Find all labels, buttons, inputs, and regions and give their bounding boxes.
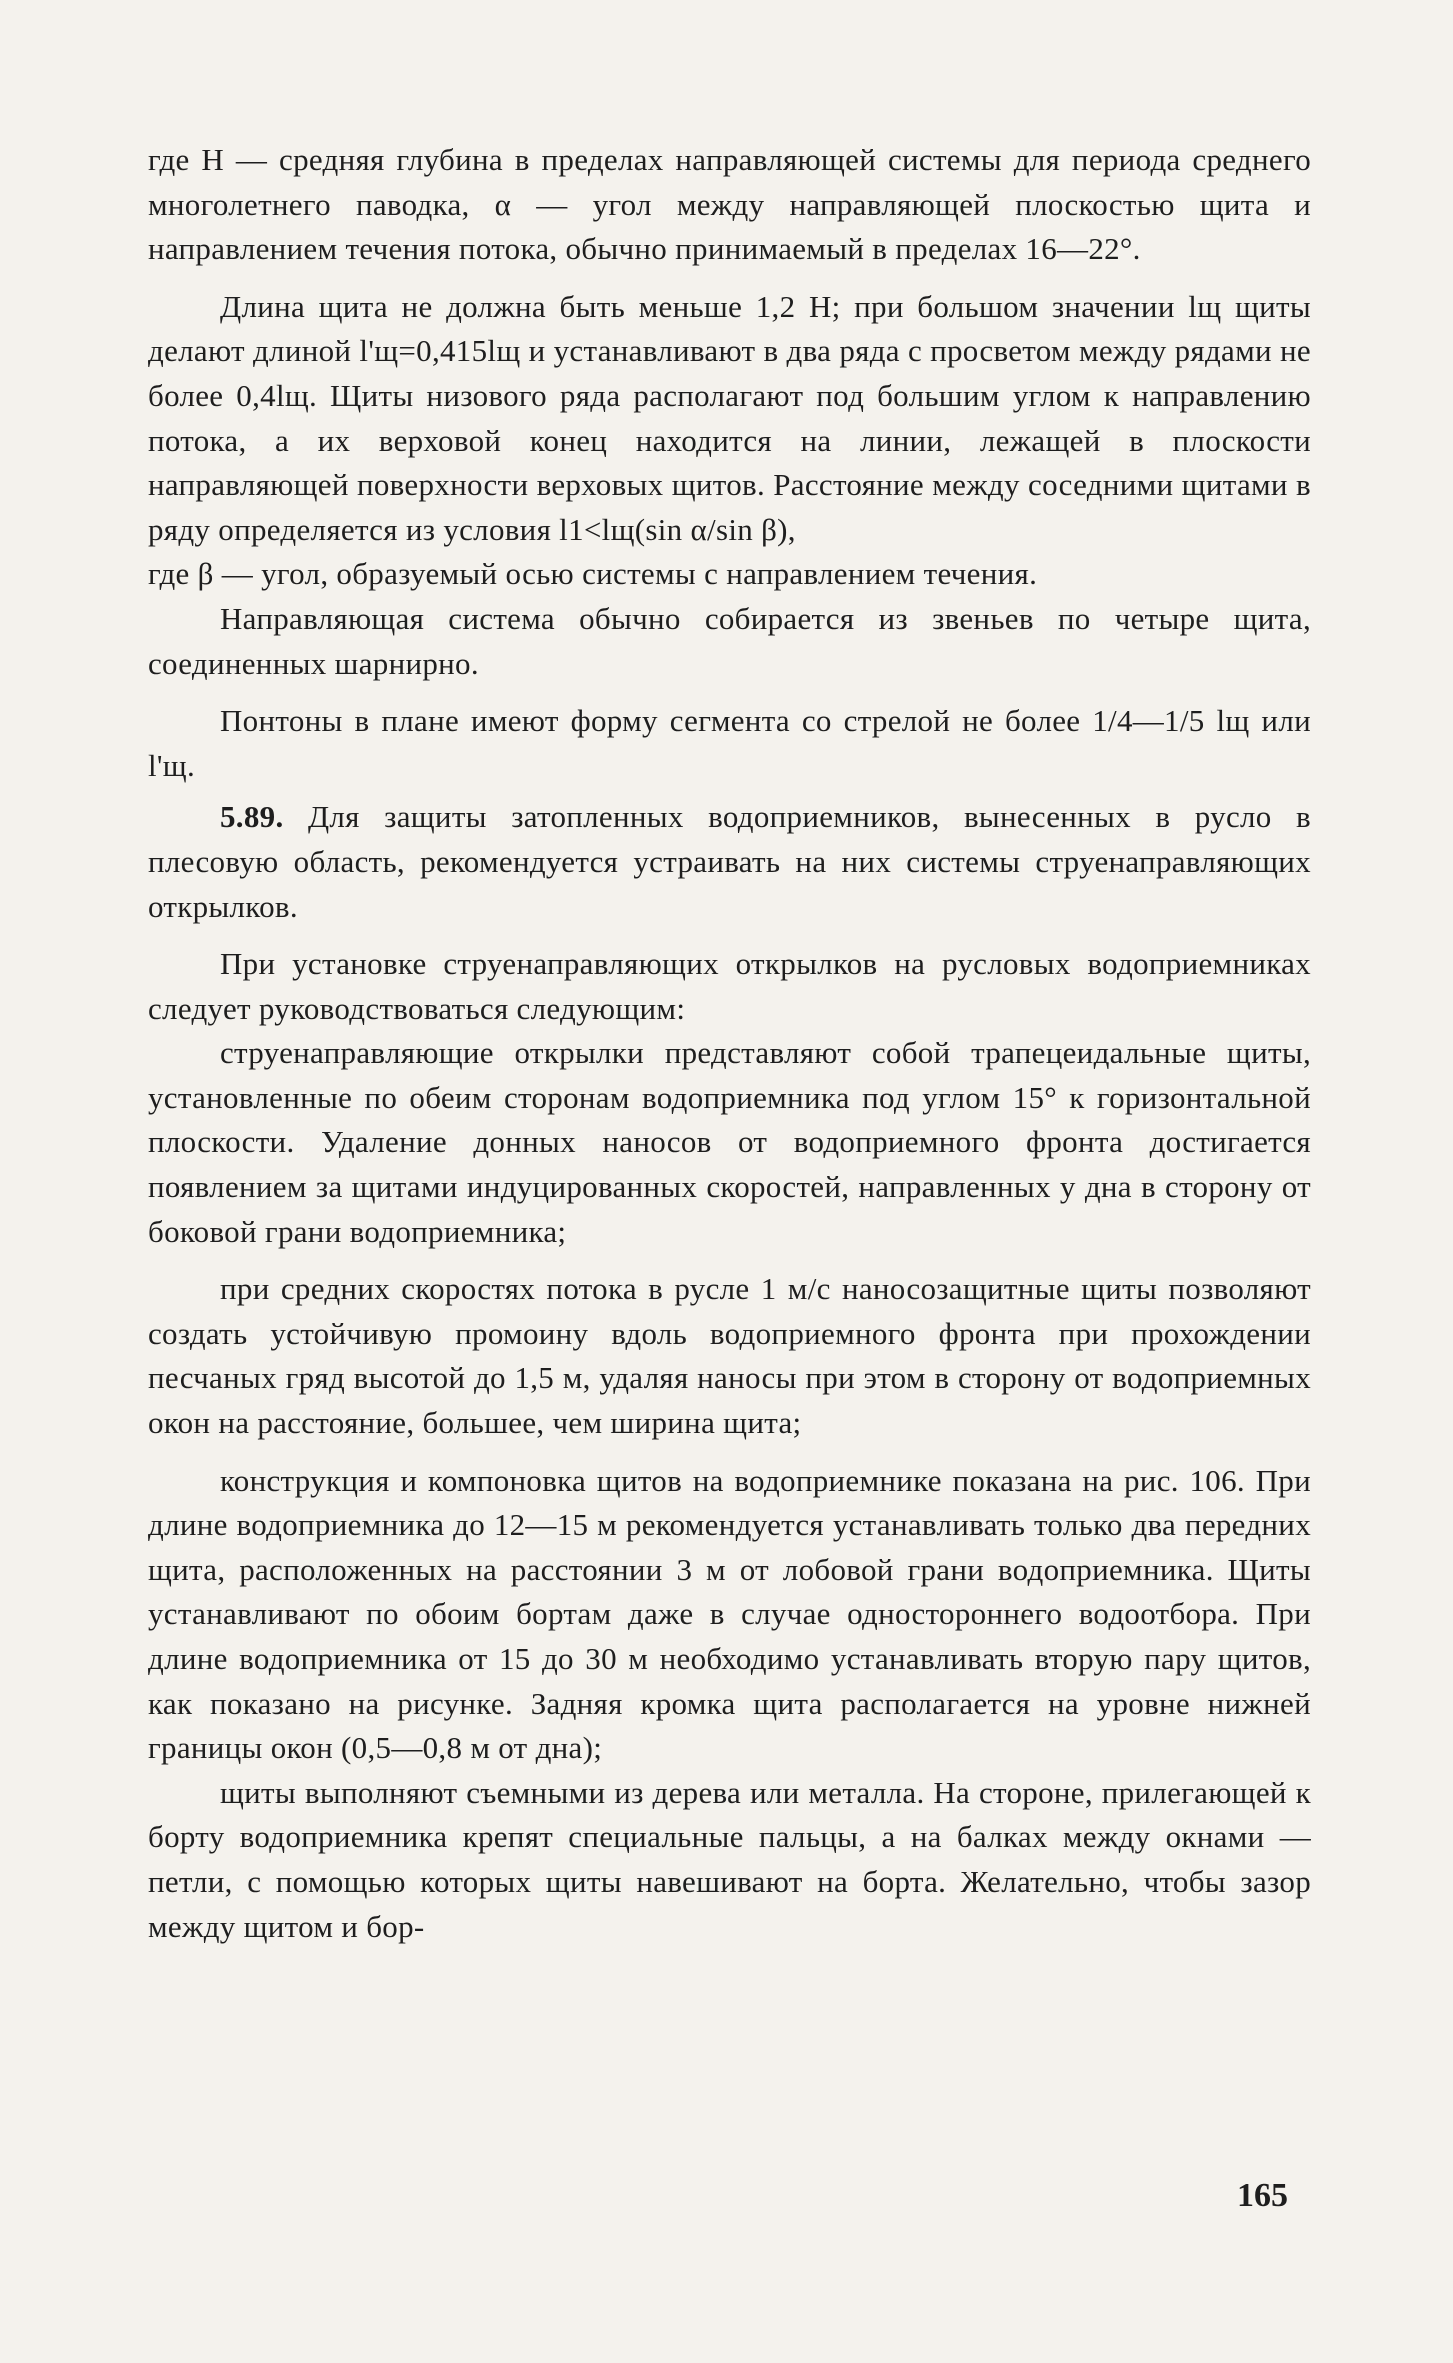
paragraph-6 (148, 795, 1311, 929)
paragraph-10: конструкция и компоновка щитов на водоприемнике показана на рис. 106. При длине водоприемника до 12—15 м рекомендуется устанавливать только два передних щита, расположенных на расстоянии 3 м от лобовой грани водоприемника. Щиты устанавливают по обоим бортам даже в случае одностороннего водоотбора. При длине водоприемника от 15 до 30 м необходимо устанавливать вторую пару щитов, как показано на рисунке. Задняя кромка щита располагается на уровне нижней границы окон (0,5—0,8 м от дна); (148, 1462, 1311, 1766)
page-number: 165 (1237, 2177, 1288, 2214)
section-number: 5.89. (220, 799, 284, 835)
paragraph-1: где H — средняя глубина в пределах направляющей системы для периода среднего многолетнего паводка, α — угол между направляющей плоскостью щита и направлением течения потока, обычно принимаемый в пределах 16—22°. (148, 142, 1311, 267)
paragraph-8: струенаправляющие открылки представляют собой трапецеидальные щиты, установленные по обеим сторонам водоприемника под углом 15° к горизонтальной плоскости. Удаление донных наносов от водоприемного фронта достигается появлением за щитами индуцированных скоростей, направленных у дна в сторону от боковой грани водоприемника; (148, 1035, 1311, 1249)
paragraph-3: где β — угол, образуемый осью системы с направлением течения. (148, 556, 1038, 592)
paragraph-7: При установке струенаправляющих открылков на русловых водоприемниках следует руководствоваться следующим: (148, 946, 1311, 1026)
page-body (148, 138, 1311, 1949)
paragraph-9: при средних скоростях потока в русле 1 м/с наносозащитные щиты позволяют создать устойчивую промоину вдоль водоприемного фронта при прохождении песчаных гряд высотой до 1,5 м, удаляя наносы при этом в сторону от водоприемных окон на расстояние, большее, чем ширина щита; (148, 1271, 1311, 1441)
paragraph-5: Понтоны в плане имеют форму сегмента со стрелой не более 1/4—1/5 lщ или l'щ. (148, 703, 1311, 783)
paragraph-4: Направляющая система обычно собирается из звеньев по четыре щита, соединенных шарнирно. (148, 600, 1311, 681)
paragraph-6-text: Для защиты затопленных водоприемников, вынесенных в русло в плесовую область, рекомендуется устраивать на них системы струенаправляющих открылков. (148, 799, 1311, 924)
paragraph-11: щиты выполняют съемными из дерева или металла. На стороне, прилегающей к борту водоприемника крепят специальные пальцы, а на балках между окнами — петли, с помощью которых щиты навешивают на борта. Желательно, чтобы зазор между щитом и бор- (148, 1774, 1311, 1944)
paragraph-2: Длина щита не должна быть меньше 1,2 H; при большом значении lщ щиты делают длиной l'щ=0,415lщ и устанавливают в два ряда с просветом между рядами не более 0,4lщ. Щиты низового ряда располагают под большим углом к направлению потока, а их верховой конец находится на линии, лежащей в плоскости направляющей поверхности верховых щитов. Расстояние между соседними щитами в ряду определяется из условия l1<lщ(sin α/sin β), (148, 288, 1311, 547)
